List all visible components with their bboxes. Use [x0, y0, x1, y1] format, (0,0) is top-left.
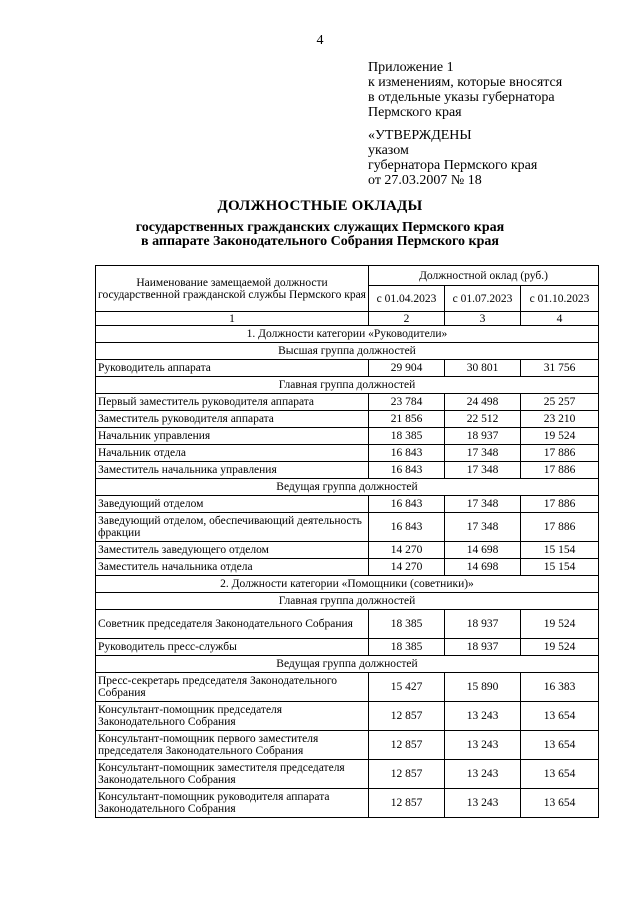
salary-value: 18 937: [445, 639, 521, 656]
position-name: Заместитель заведующего отделом: [96, 542, 369, 559]
appendix-line: в отдельные указы губернатора: [368, 90, 555, 105]
salary-value: 15 427: [369, 673, 445, 702]
salary-value: 13 243: [445, 731, 521, 760]
position-name: Руководитель аппарата: [96, 360, 369, 377]
salary-value: 17 348: [445, 513, 521, 542]
salary-value: 15 154: [521, 559, 599, 576]
position-name: Заместитель начальника отдела: [96, 559, 369, 576]
salary-value: 19 524: [521, 610, 599, 639]
salary-value: 18 937: [445, 428, 521, 445]
table-row: [96, 360, 599, 377]
header-date: с 01.07.2023: [445, 286, 521, 312]
salary-value: 17 886: [521, 445, 599, 462]
salary-value: 12 857: [369, 731, 445, 760]
position-name: Первый заместитель руководителя аппарата: [96, 394, 369, 411]
section-row: [96, 576, 599, 593]
appendix-line: Пермского края: [368, 105, 462, 120]
page-number: 4: [316, 33, 324, 48]
salary-value: 13 654: [521, 731, 599, 760]
approved-line: губернатора Пермского края: [368, 158, 538, 173]
salary-value: 25 257: [521, 394, 599, 411]
position-name: Пресс-секретарь председателя Законодательного Собрания: [96, 673, 369, 702]
salary-value: 16 383: [521, 673, 599, 702]
salary-table: [95, 265, 599, 818]
table-row: [96, 445, 599, 462]
column-number: 1: [96, 312, 369, 326]
salary-value: 13 243: [445, 789, 521, 818]
position-name: Начальник управления: [96, 428, 369, 445]
salary-value: 30 801: [445, 360, 521, 377]
document-subtitle: [0, 221, 640, 249]
salary-value: 18 385: [369, 639, 445, 656]
salary-value: 14 270: [369, 542, 445, 559]
header-date: с 01.10.2023: [521, 286, 599, 312]
salary-value: 15 890: [445, 673, 521, 702]
salary-value: 12 857: [369, 760, 445, 789]
table-row: [96, 731, 599, 760]
group-title: Высшая группа должностей: [96, 343, 599, 360]
salary-value: 18 385: [369, 428, 445, 445]
subtitle-line: государственных гражданских служащих Пермского края: [135, 220, 505, 235]
section-title: 1. Должности категории «Руководители»: [96, 326, 599, 343]
approved-line: указом: [368, 143, 409, 158]
salary-value: 15 154: [521, 542, 599, 559]
salary-value: 13 654: [521, 760, 599, 789]
salary-value: 16 843: [369, 496, 445, 513]
position-name: Консультант-помощник председателя Законодательного Собрания: [96, 702, 369, 731]
table-row: [96, 789, 599, 818]
position-name: Консультант-помощник первого заместителя председателя Законодательного Собрания: [96, 731, 369, 760]
position-name: Консультант-помощник заместителя председателя Законодательного Собрания: [96, 760, 369, 789]
column-number: 3: [445, 312, 521, 326]
salary-table-body: [96, 266, 599, 818]
group-row: [96, 343, 599, 360]
salary-value: 14 270: [369, 559, 445, 576]
table-row: [96, 610, 599, 639]
salary-value: 23 210: [521, 411, 599, 428]
document-title: ДОЛЖНОСТНЫЕ ОКЛАДЫ: [217, 198, 423, 214]
salary-value: 24 498: [445, 394, 521, 411]
table-row: [96, 496, 599, 513]
table-row: [96, 673, 599, 702]
salary-value: 13 654: [521, 789, 599, 818]
column-number: 2: [369, 312, 445, 326]
salary-value: 16 843: [369, 445, 445, 462]
salary-value: 17 886: [521, 496, 599, 513]
position-name: Советник председателя Законодательного Собрания: [96, 610, 369, 639]
position-name: Начальник отдела: [96, 445, 369, 462]
table-row: [96, 760, 599, 789]
group-title: Главная группа должностей: [96, 377, 599, 394]
salary-value: 13 654: [521, 702, 599, 731]
salary-value: 17 348: [445, 496, 521, 513]
group-row: [96, 479, 599, 496]
approved-line: «УТВЕРЖДЕНЫ: [368, 128, 472, 143]
position-name: Консультант-помощник руководителя аппарата Законодательного Собрания: [96, 789, 369, 818]
salary-value: 12 857: [369, 702, 445, 731]
salary-value: 19 524: [521, 639, 599, 656]
table-row: [96, 542, 599, 559]
salary-value: 17 886: [521, 462, 599, 479]
header-date: с 01.04.2023: [369, 286, 445, 312]
position-name: Заместитель руководителя аппарата: [96, 411, 369, 428]
table-row: [96, 462, 599, 479]
table-row: [96, 639, 599, 656]
salary-value: 14 698: [445, 559, 521, 576]
salary-value: 23 784: [369, 394, 445, 411]
table-row: [96, 428, 599, 445]
salary-value: 13 243: [445, 760, 521, 789]
appendix-line: Приложение 1: [368, 60, 454, 75]
position-name: Заведующий отделом, обеспечивающий деятельность фракции: [96, 513, 369, 542]
position-name: Заведующий отделом: [96, 496, 369, 513]
table-row: [96, 411, 599, 428]
group-row: [96, 377, 599, 394]
salary-value: 21 856: [369, 411, 445, 428]
group-title: Главная группа должностей: [96, 593, 599, 610]
column-number: 4: [521, 312, 599, 326]
salary-value: 17 348: [445, 462, 521, 479]
salary-value: 17 886: [521, 513, 599, 542]
approved-line: от 27.03.2007 № 18: [368, 173, 482, 188]
salary-value: 29 904: [369, 360, 445, 377]
position-name: Заместитель начальника управления: [96, 462, 369, 479]
header-salary-group: Должностной оклад (руб.): [369, 266, 599, 286]
salary-value: 31 756: [521, 360, 599, 377]
group-row: [96, 656, 599, 673]
salary-value: 22 512: [445, 411, 521, 428]
subtitle-line: в аппарате Законодательного Собрания Пермского края: [141, 234, 499, 249]
salary-value: 18 385: [369, 610, 445, 639]
salary-value: 13 243: [445, 702, 521, 731]
group-title: Ведущая группа должностей: [96, 479, 599, 496]
header-position-name: Наименование замещаемой должности государственной гражданской службы Пермского края: [96, 266, 369, 312]
group-row: [96, 593, 599, 610]
salary-value: 16 843: [369, 462, 445, 479]
table-row: [96, 702, 599, 731]
column-number-row: [96, 312, 599, 326]
salary-value: 16 843: [369, 513, 445, 542]
salary-value: 18 937: [445, 610, 521, 639]
table-row: [96, 513, 599, 542]
table-row: [96, 394, 599, 411]
header-row: [96, 266, 599, 286]
salary-value: 14 698: [445, 542, 521, 559]
position-name: Руководитель пресс-службы: [96, 639, 369, 656]
group-title: Ведущая группа должностей: [96, 656, 599, 673]
approved-stamp: [368, 128, 537, 188]
salary-value: 12 857: [369, 789, 445, 818]
salary-value: 17 348: [445, 445, 521, 462]
appendix-line: к изменениям, которые вносятся: [368, 75, 563, 90]
salary-value: 19 524: [521, 428, 599, 445]
section-row: [96, 326, 599, 343]
appendix-note: [368, 60, 562, 120]
section-title: 2. Должности категории «Помощники (советники)»: [96, 576, 599, 593]
table-row: [96, 559, 599, 576]
